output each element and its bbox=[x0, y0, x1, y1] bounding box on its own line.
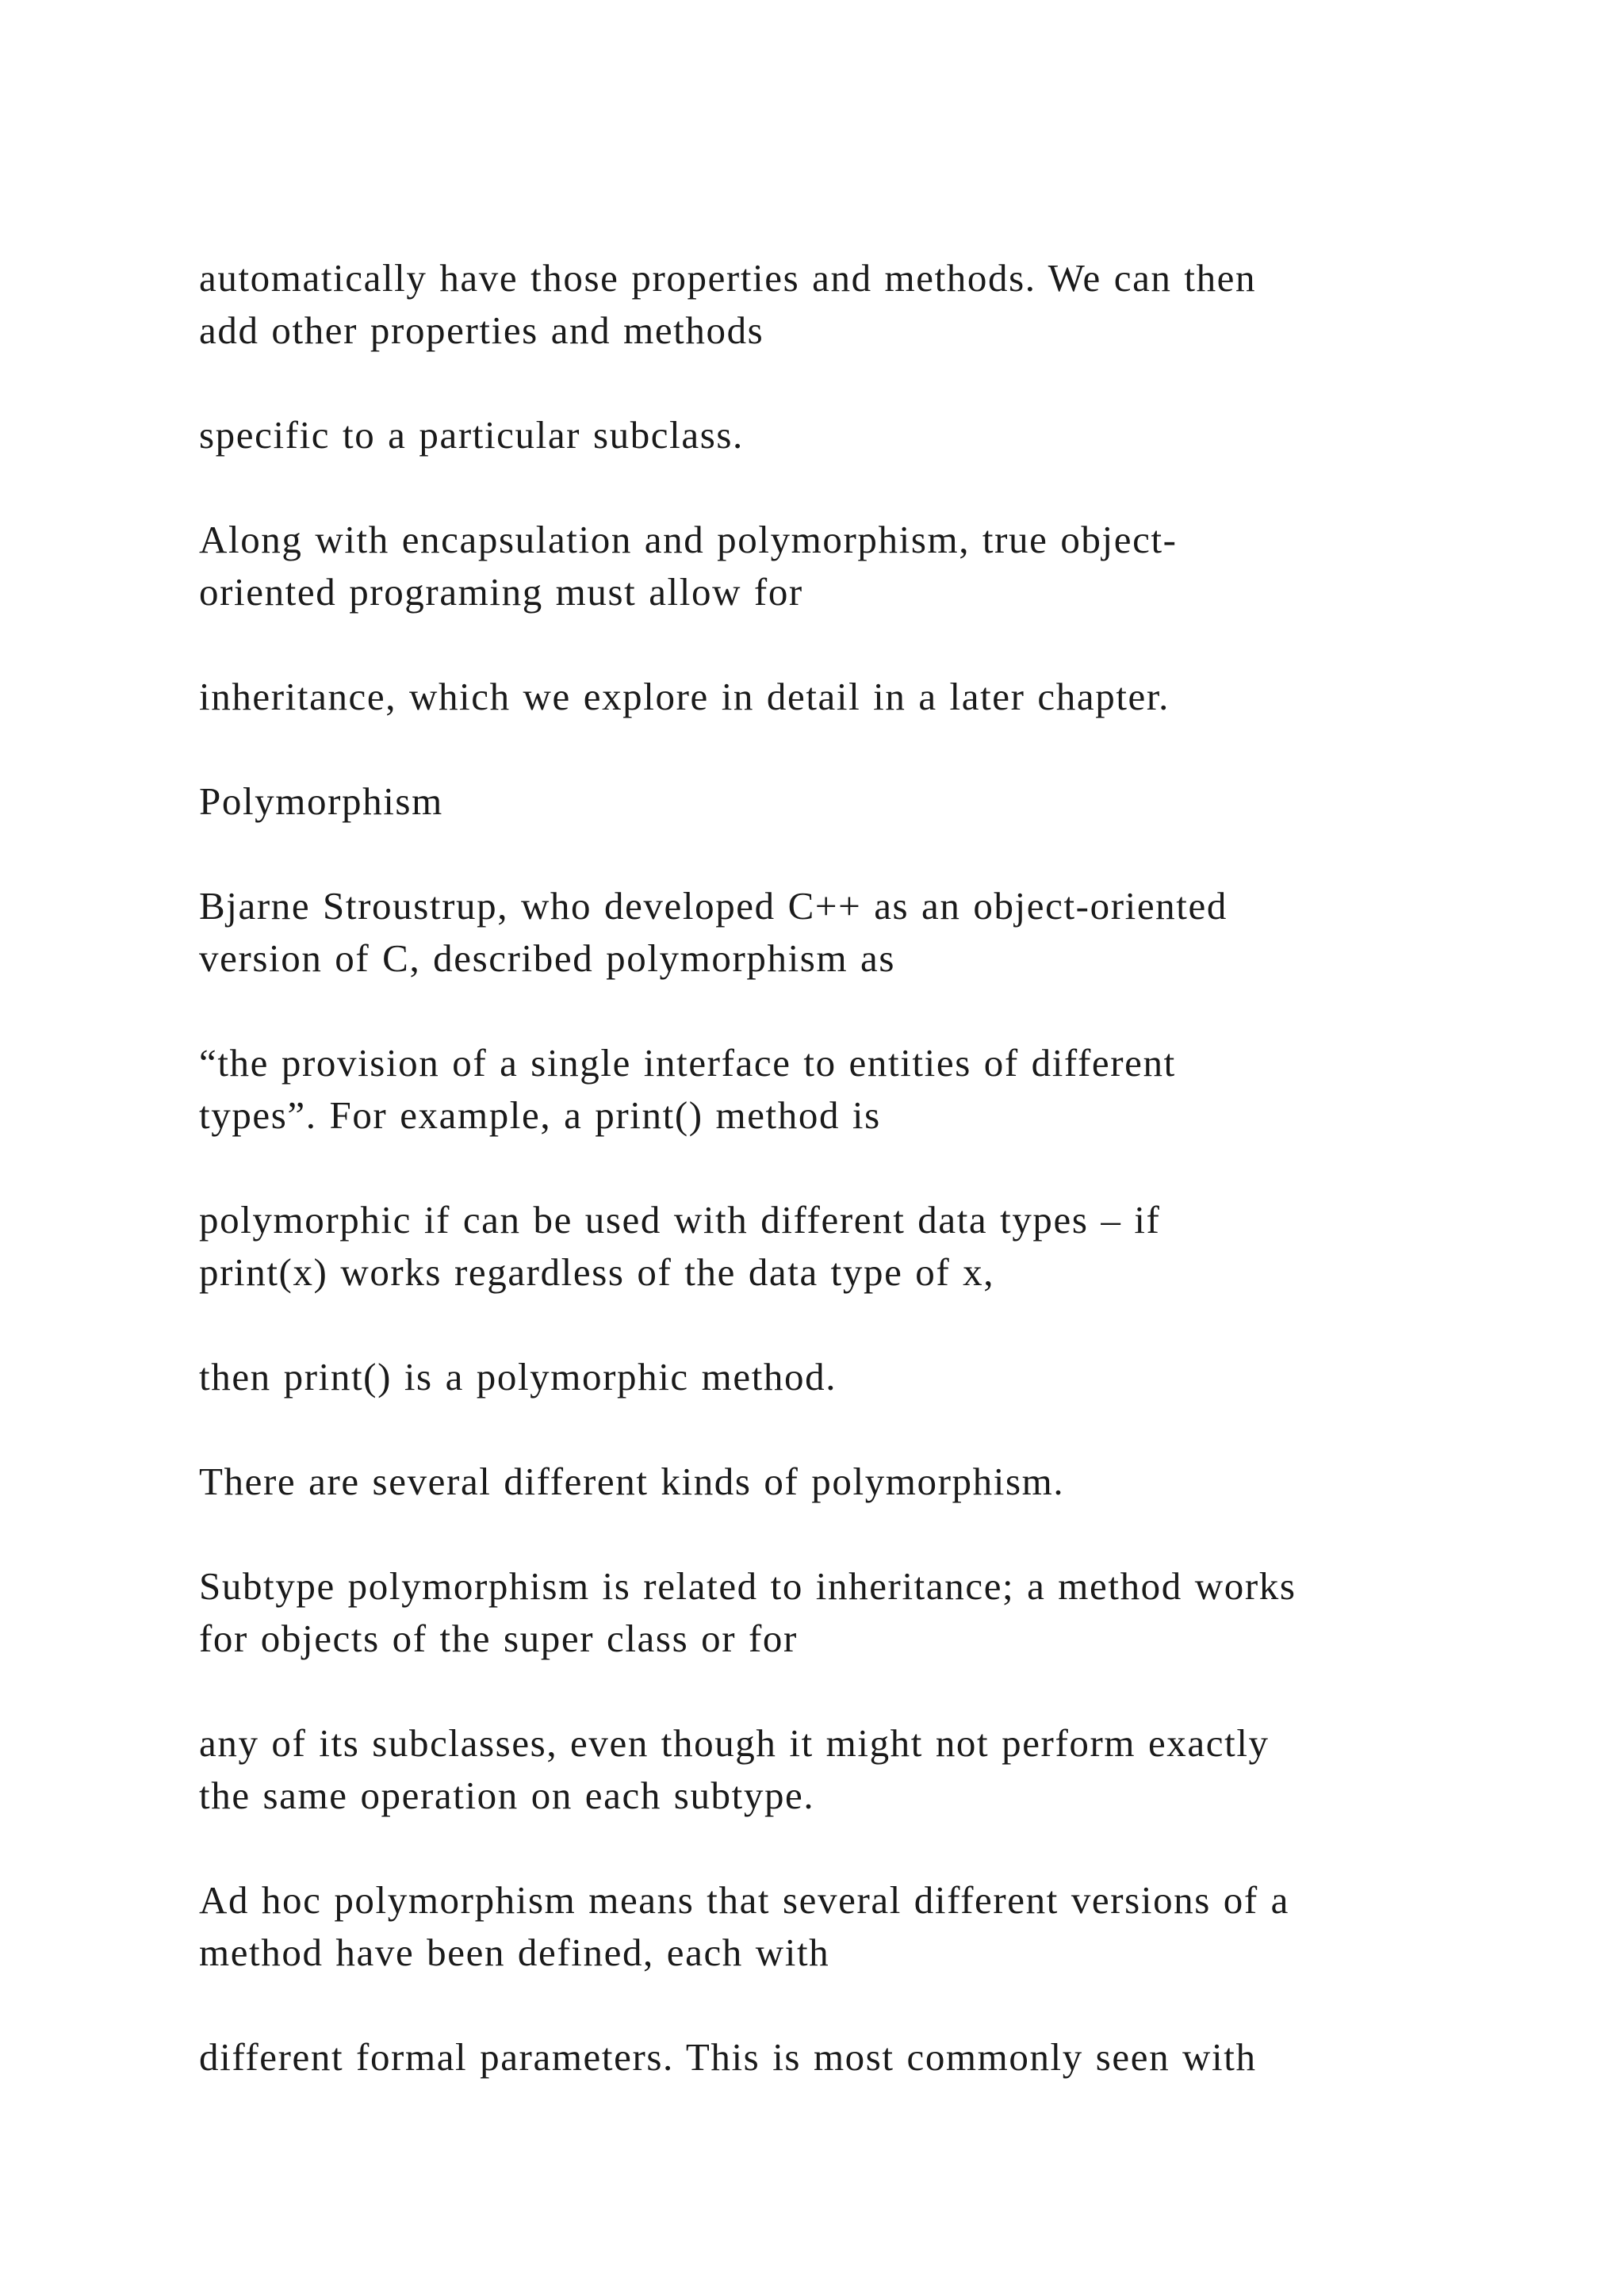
text-line: different formal parameters. This is most commonly seen with bbox=[199, 2035, 1257, 2079]
text-line: Subtype polymorphism is related to inheritance; a method works bbox=[199, 1564, 1297, 1608]
paragraph-inherited-members bbox=[199, 252, 1507, 357]
text-line: for objects of the super class or for bbox=[199, 1617, 798, 1660]
paragraph-kinds bbox=[199, 1456, 1507, 1508]
paragraph-definition-quote bbox=[199, 1037, 1507, 1142]
text-line: inheritance, which we explore in detail in a later chapter. bbox=[199, 675, 1170, 718]
text-line: Bjarne Stroustrup, who developed C++ as an object-oriented bbox=[199, 884, 1228, 928]
text-line: Ad hoc polymorphism means that several different versions of a bbox=[199, 1878, 1290, 1922]
text-line: Along with encapsulation and polymorphism, true object- bbox=[199, 518, 1178, 561]
paragraph-stroustrup bbox=[199, 880, 1507, 985]
text-line: types”. For example, a print() method is bbox=[199, 1093, 881, 1137]
text-line: add other properties and methods bbox=[199, 308, 764, 352]
text-line: polymorphic if can be used with different data types – if bbox=[199, 1198, 1161, 1242]
text-line: then print() is a polymorphic method. bbox=[199, 1355, 837, 1399]
text-line: “the provision of a single interface to entities of different bbox=[199, 1041, 1176, 1085]
paragraph-subclass-specific bbox=[199, 409, 1507, 461]
text-line: print(x) works regardless of the data type of x, bbox=[199, 1250, 995, 1294]
section-heading-polymorphism bbox=[199, 775, 1507, 828]
text-line: oriented programing must allow for bbox=[199, 570, 803, 614]
paragraph-print-example bbox=[199, 1194, 1507, 1299]
paragraph-inheritance-later bbox=[199, 671, 1507, 723]
text-line: specific to a particular subclass. bbox=[199, 413, 744, 457]
heading-text: Polymorphism bbox=[199, 779, 443, 823]
text-line: the same operation on each subtype. bbox=[199, 1774, 815, 1817]
text-line: automatically have those properties and methods. We can then bbox=[199, 256, 1257, 300]
paragraph-ad-hoc bbox=[199, 1874, 1507, 1979]
paragraph-polymorphic-method bbox=[199, 1351, 1507, 1403]
paragraph-oop-requirements bbox=[199, 514, 1507, 618]
paragraph-subtype bbox=[199, 1560, 1507, 1665]
text-line: version of C, described polymorphism as bbox=[199, 936, 896, 980]
text-line: any of its subclasses, even though it might not perform exactly bbox=[199, 1721, 1270, 1765]
text-line: method have been defined, each with bbox=[199, 1931, 830, 1974]
paragraph-subclasses bbox=[199, 1717, 1507, 1822]
text-line: There are several different kinds of polymorphism. bbox=[199, 1460, 1065, 1503]
paragraph-formal-parameters bbox=[199, 2031, 1507, 2084]
body-text bbox=[199, 252, 1507, 2136]
